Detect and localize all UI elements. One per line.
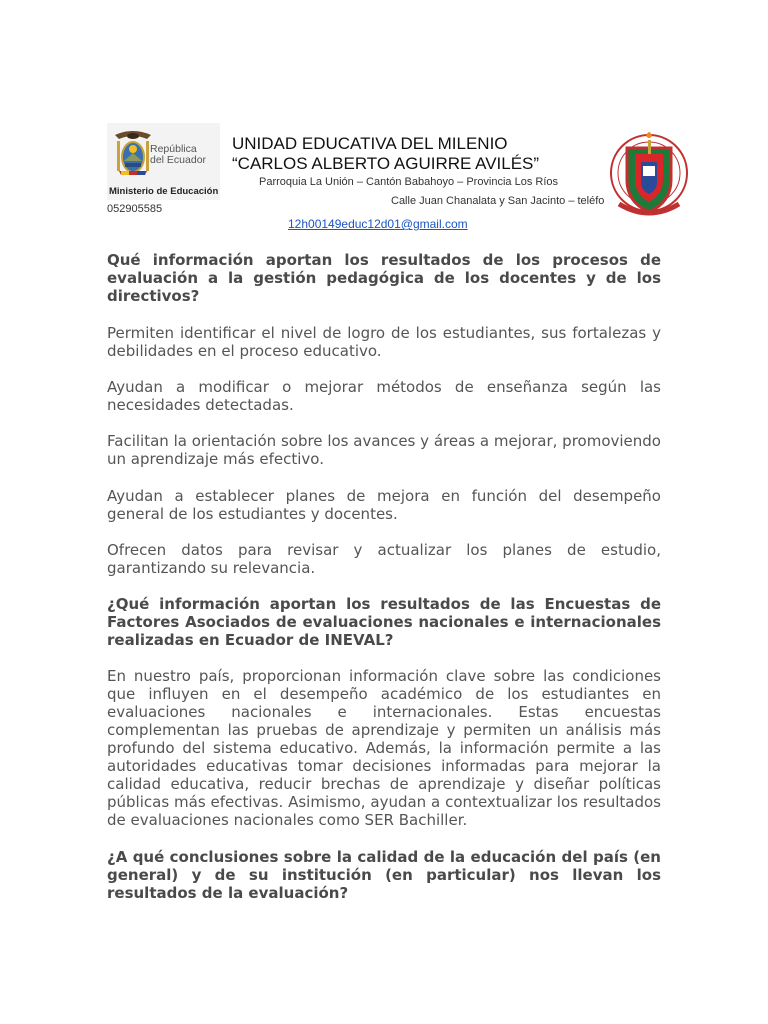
republic-label — [150, 144, 206, 166]
paragraph-3: Facilitan la orientación sobre los avances y áreas a mejorar, promoviendo un aprendizaje más efectivo. — [107, 432, 661, 468]
email-link[interactable]: 12h00149educ12d01@gmail.com — [288, 217, 468, 231]
paragraph-1: Permiten identificar el nivel de logro de los estudiantes, sus fortalezas y debilidades en el proceso educativo. — [107, 324, 661, 360]
ecuador-coat-of-arms-icon — [111, 127, 155, 179]
paragraph-4: Ayudan a establecer planes de mejora en función del desempeño general de los estudiantes y docentes. — [107, 487, 661, 523]
question-1: Qué información aportan los resultados de los procesos de evaluación a la gestión pedagógica de los docentes y de los directivos? — [107, 251, 661, 305]
paragraph-5: Ofrecen datos para revisar y actualizar los planes de estudio, garantizando su relevancia. — [107, 541, 661, 577]
address-line2-container — [380, 189, 608, 208]
question-2: ¿Qué información aportan los resultados de las Encuestas de Factores Asociados de evaluaciones nacionales e internacionales realizadas en Ecuador de INEVAL? — [107, 595, 661, 649]
ministry-label: Ministerio de Educación — [109, 186, 219, 197]
school-crest-icon — [609, 122, 689, 224]
address-line1: Parroquia La Unión – Cantón Babahoyo – Provincia Los Ríos — [259, 176, 559, 188]
school-title-line2: “CARLOS ALBERTO AGUIRRE AVILÉS” — [232, 154, 540, 173]
paragraph-6: En nuestro país, proporcionan información clave sobre las condiciones que influyen en el desempeño académico de los estudiantes en evaluaciones nacionales e internacionales. Estas encuestas complementan las pruebas de aprendizaje y permiten un análisis más profundo del sistema educativo. Además, la información permite a las autoridades educativas tomar decisiones informadas para mejorar la calidad educativa, reducir brechas de aprendizaje y diseñar políticas públicas más efectivas. Asimismo, ayudan a contextualizar los resultados de evaluaciones nacionales como SER Bachiller. — [107, 667, 661, 829]
question-3: ¿A qué conclusiones sobre la calidad de la educación del país (en general) y de su institución (en particular) nos llevan los resultados de la evaluación? — [107, 848, 661, 902]
phone-number: 052905585 — [107, 203, 163, 215]
address-line2: Calle Juan Chanalata y San Jacinto – teléfo — [391, 195, 605, 207]
republic-label-line1: República — [150, 143, 197, 155]
government-logo — [107, 123, 220, 200]
republic-label-line2: del Ecuador — [150, 154, 207, 166]
paragraph-2: Ayudan a modificar o mejorar métodos de enseñanza según las necesidades detectadas. — [107, 378, 661, 414]
school-title-line1: UNIDAD EDUCATIVA DEL MILENIO — [232, 134, 508, 153]
